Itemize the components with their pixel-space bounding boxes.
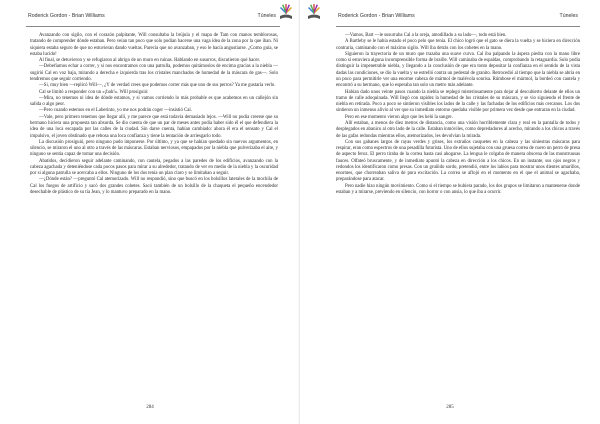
paragraph: Habían dado unos veinte pasos cuando la niebla se replegó misteriosamente para dejar al descubierto delante de ellos un tramo de calle adoquinada. Will llegó con rapidez la humedad de los cristales de su máscara, y se vio siguiendo el frente de niebla en retirada. Poco a poco se sintieron visibles los lados de la calle y las fachadas de los edificios más cercanos. Los dos sintieron un inmenso alivio al ver que su inmediato entorno quedaba visible por primera vez desde que entraran en la ciudad. — [336, 89, 580, 114]
left-page-body — [30, 33, 278, 196]
running-header-author: Roderick Gordon - Brian Williams — [338, 13, 415, 19]
header-rule — [26, 26, 280, 27]
paragraph: Pero en ese momento vieron algo que les heló la sangre. — [345, 114, 453, 120]
paragraph: —Vamos, Bart —le susurraba Cal a la oreja, amodillado a su lado—, todo está bien. — [345, 33, 507, 38]
header-rule — [336, 26, 580, 27]
running-header-author: Roderick Gordon - Brian Williams — [28, 13, 105, 19]
paragraph: —Mira, no tenemos ni idea de dónde estamos, y si vamos corriendo lo más probable es que acabemos en un callejón sin salida o algo peor. — [30, 95, 278, 108]
paragraph: Pero nadie hizo ningún movimiento. Como si el tiempo se hubiera parado, los dos grupos se limitaron a mantenerse donde estaban y a mirarse, previendo en silencio, con horror o con ansia, lo que iba a ocurrir. — [336, 183, 580, 196]
running-header-title: Túneles — [559, 13, 578, 19]
paragraph: Avanzando con sigilo, con el corazón palpitante, Will consultaba la brújula y el mapa de Tam con manos temblorosas, tratando de comprender dónde estaban. Pero veían tan poco que solo podían hacerse una vaga idea de la zona por la que iban. Ni siquiera estaba seguro de que no estuvieran dando vueltas. Parecía que no avanzaban, y eso le hacía angustiarse. ¿Como guía, se estaba lucido! — [30, 33, 278, 57]
paragraph: —Vale, pero primero tenemos que llegar allí, y me parece que está todavía demasiado lejos. —Will no podía creerse que su hermano hiciera una propuesta tan absurda. Se dio cuenta de que un par de meses antes podía haber sido él el que defendiera la idea de una loca escapada por las calles de la ciudad. Sin darse cuenta, habían cambiado: ahora él era el sensato y Cal el impulsivo, el joven obstinado que rebosa una loca confianza y tiene la tentación de arriesgarlo todo. — [30, 114, 278, 139]
paragraph: Siguieron la trayectoria de un muro que trazaba una suave curva. Cal iba palpando la áspera piedra con la mano libre como si estuviera alguna incomprensible forma de braille. Will caminaba de espaldas, comprobando la retaguardia. Solo podía distinguir la impenetrable niebla, y llegando a la conclusión de que era tonto depositar la confianza en el sentido de la vista dadas las condiciones, se dio la vuelta y se estrelló contra un pedestal de granito. Retrocedió al tiempo que la niebla se abría en un poco para permitirle ver una enorme cabeza de mármol de malévola sonrisa. Rúmbose el mármol, la bordeó con cautela y encontró a su hermano, que lo esperaba tan solo un metro más adelante. — [336, 51, 580, 89]
paragraph: Allí estaban, a menos de diez metros de distancia, como una visión horriblemente clara y real en la pantalla de todos y desplegados en abanico al otro lado de la calle. Estaban inmóviles, como depredadores al acecho, mirando a los chicos a través de las gafas redondas mientras ellos, atemorizados, les devolvían la mirada. — [336, 120, 580, 139]
paragraph: Abatidos, decidieron seguir adelante caminando, con cautela, pegados a las paredes de los edificios, avanzando con la cabeza agachada y deteniéndose cada pocos pasos para mirar a su alrededor, tratando de ver en medio de la niebla y la oscuridad por si alguna patrulla se acercaba a ellos. Ninguno de los dos tenía un plan claro y se limitaban a seguir. — [30, 158, 278, 177]
paragraph: —Si, muy bien —replicó Will—, ¿Y de verdad crees que podemos correr más que uno de sus perros? Ya me gustaría verlo. — [39, 83, 276, 89]
paragraph: Con sus gabanes largos de rayas verdes y grises, los extraños casquetes en la cabeza y las siniestras máscaras para respirar, eran como espectros de una pesadilla futurista. Uno de ellos sujetaba con una gruesa correa de cuero un perro de presa de aspecto feroz. El perro tiraba de la correa hasta casi ahogarse. La lengua le colgaba de manera obscena de las monstruosas fauces. Olfateó bruscamente, y de inmediato apuntó la cabeza en dirección a los chicos. En un instante, sus ojos negros y redondos los identificaron como presas. Con un gruñido sordo, pretendió, entre los labios para mostrar unos dientes amarillos, enormes, que chorreaban saliva de pura excitación. La correa se aflojó en el momento en el que el animal se agachaba, preparándose para atacar. — [336, 139, 580, 183]
page-number: 284 — [146, 405, 154, 410]
publisher-logo-icon — [306, 3, 322, 23]
right-page — [300, 0, 600, 424]
paragraph: —Debeŕíamos echar a correr, y si nos encontramos con una patrulla, podemos quitárnoslos de encima gracias a la niebla —sugirió Cal en voz baja, mirando a derecha e izquierda tras los cristales manchados de humedad de la máscara de gas—. Solo tendremos que seguir corriendo. — [30, 64, 278, 82]
publisher-logo-icon — [278, 3, 294, 23]
paragraph: A Bartleby se le había estado el poco pelo que tenía. El chico logró que el gato se diera la vuelta y se hiciera en dirección contraria, caminando con el máximo sigilo. Will iba detrás con los cohetes en la mano. — [336, 39, 580, 51]
paragraph: —¿Dónde están? —preguntó Cal atemorizado. Will no respondió, sino que buscó en los bolsillos laterales de la mochila de Cal los fuegos de artificio y sacó dos grandes cohetes. Sacó también de un bolsillo de la chaqueta el pequeño encendedor desechable de plástico de su tía Jean, y lo mantuvo preparado en la mano. — [30, 177, 278, 196]
running-header-title: Túneles — [257, 13, 276, 19]
paragraph: La discusión prosiguió, pero ninguno pudo imponerse. Por último, y ya que se habían quedado sin nuevos argumentos, en silencio, se miraron el uno al otro a través de las máscaras. Estaban nerviosos, empapados por la niebla que pulverizaba el aire, y ninguno se sentía capaz de tomar una decisión. — [30, 139, 278, 158]
paragraph: Cal se limitó a responder con un «¡bah!». Will prosiguió: — [39, 89, 149, 95]
paragraph: Al final, se detuvieron y se refugiaron al abrigo de un muro en ruinas. Hablando en susurros, discutieron qué hacer. — [39, 58, 260, 64]
right-page-body — [336, 33, 580, 196]
page-number: 285 — [446, 405, 454, 410]
paragraph: —Pero cuando estemos en el Laberinto, yo me nos podrán coger —insistió Cal. — [39, 108, 192, 114]
